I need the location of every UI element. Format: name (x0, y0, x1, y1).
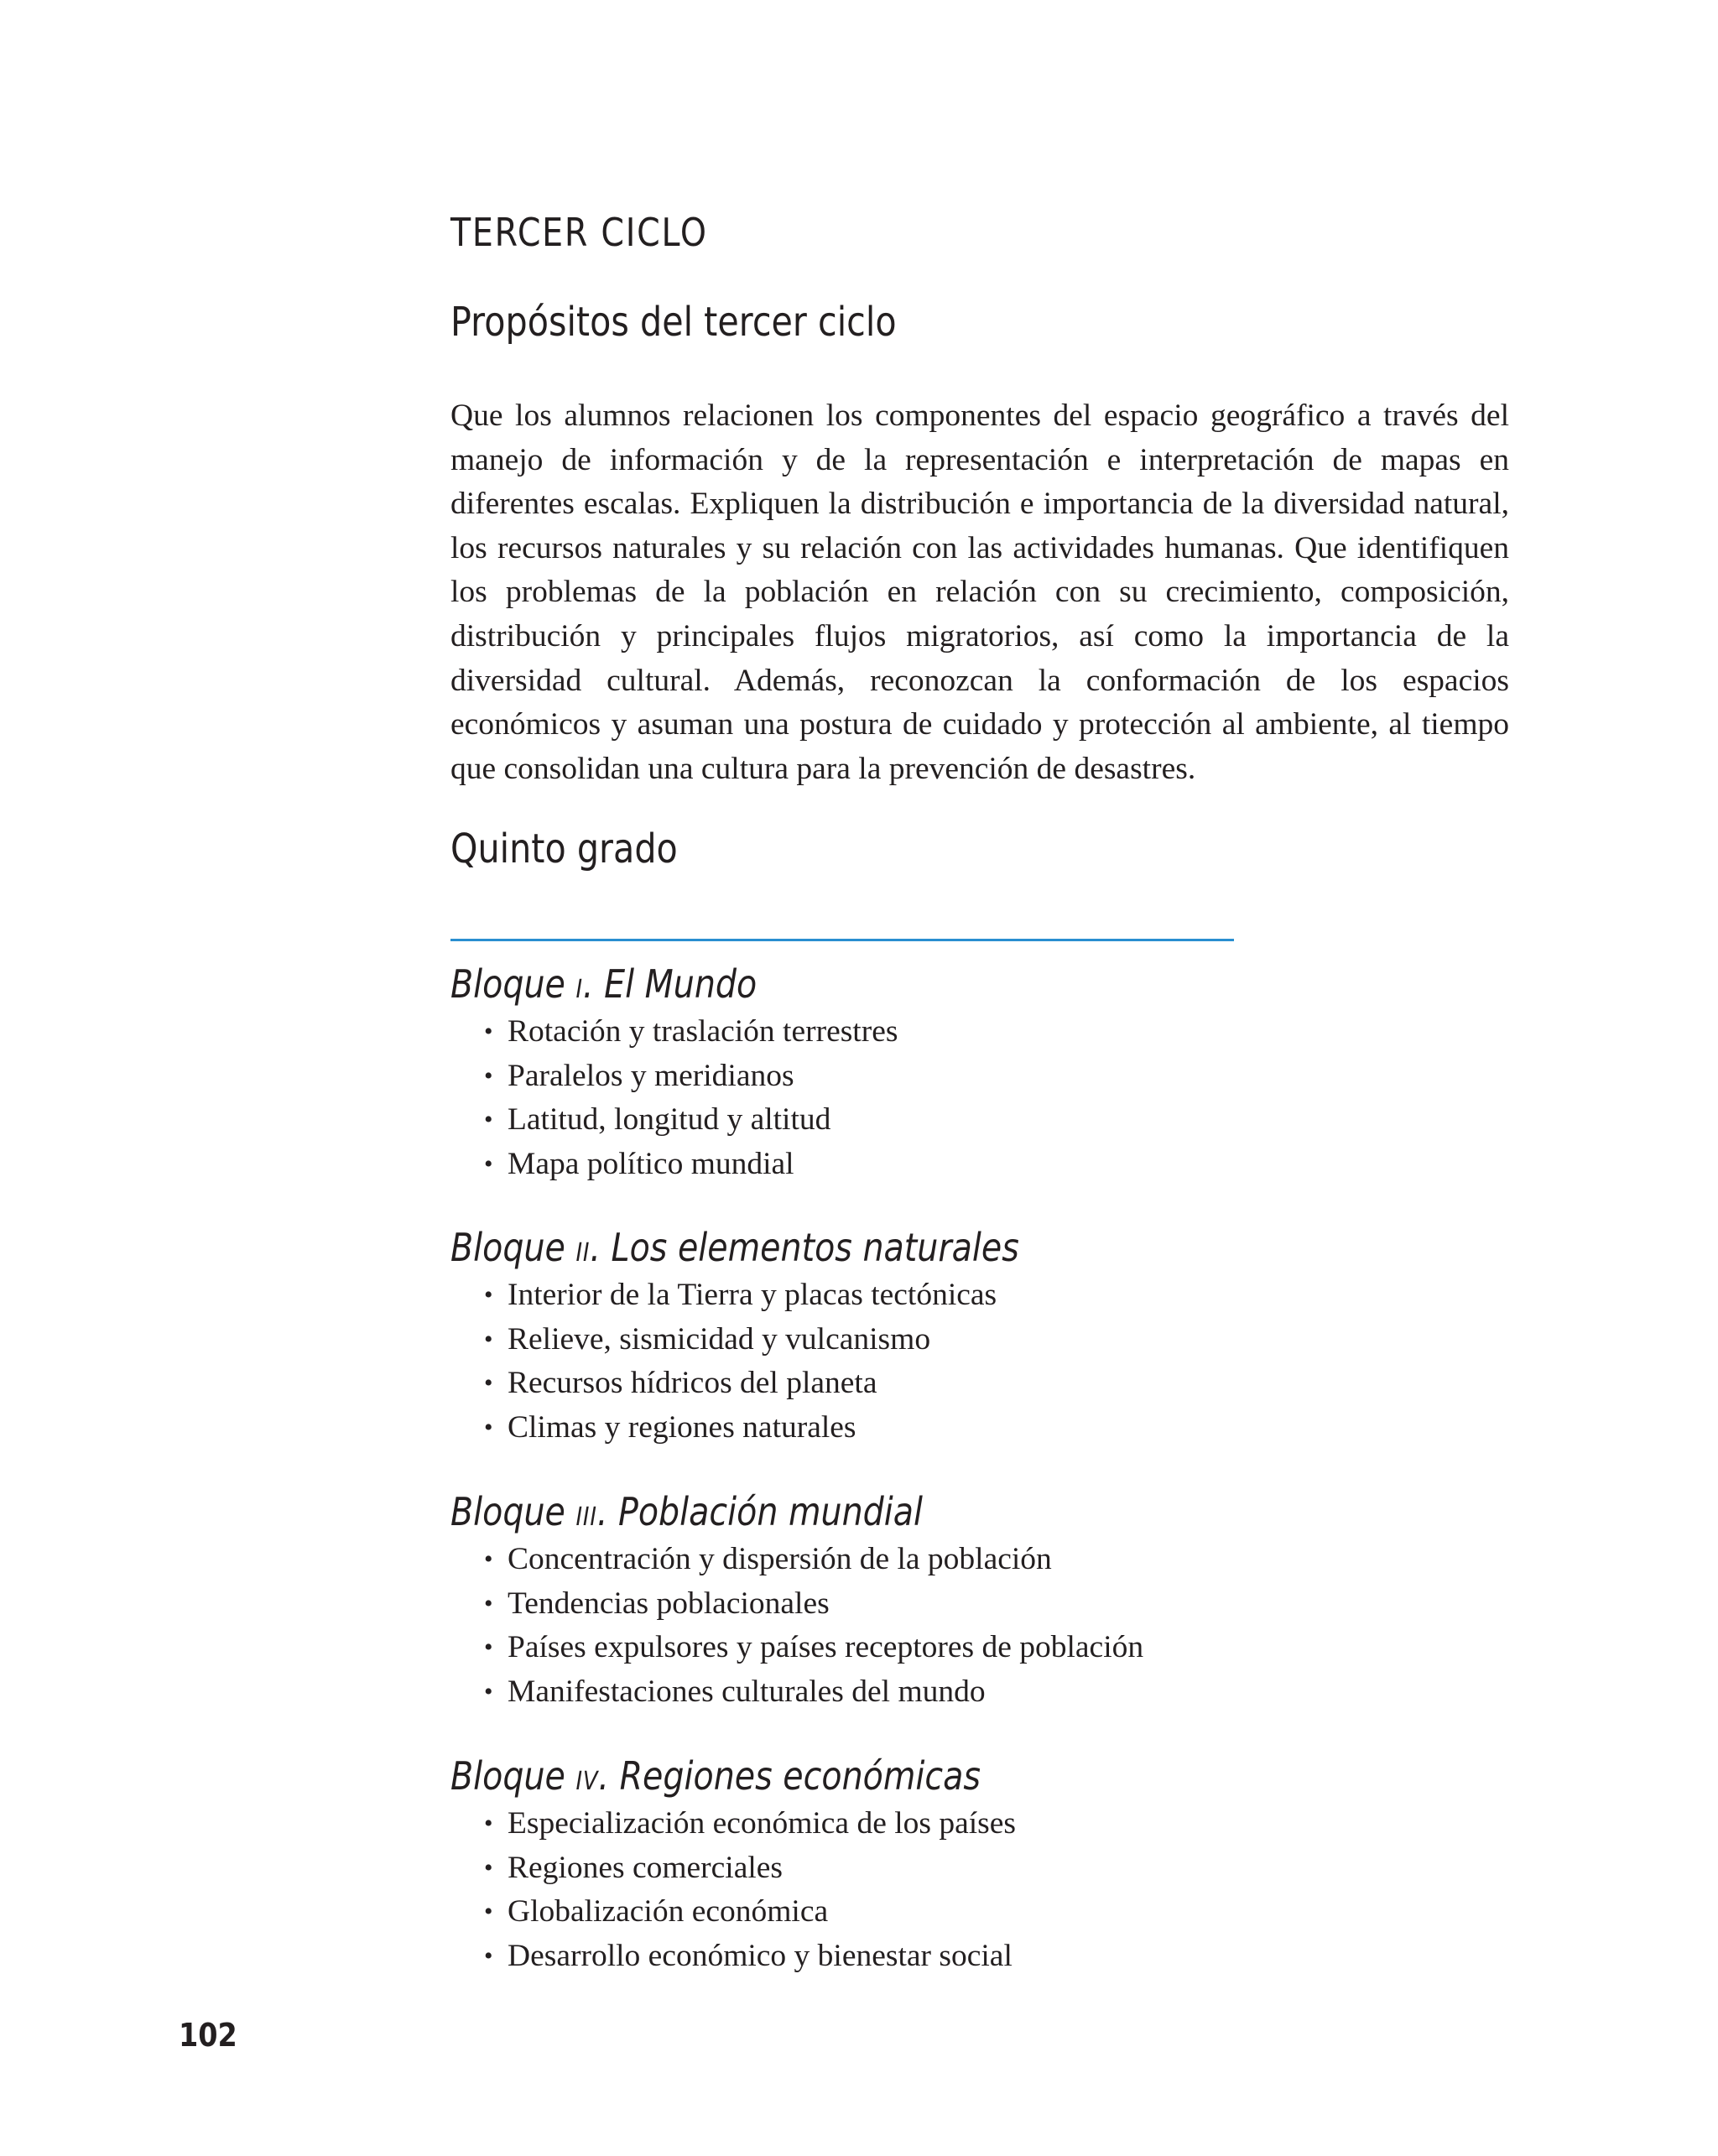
grade-heading: Quinto grado (450, 825, 678, 872)
list-item-text: Especialización económica de los países (508, 1806, 1017, 1841)
bullet-icon: • (484, 1589, 493, 1617)
bullet-icon: • (484, 1941, 493, 1970)
bullet-icon: • (484, 1677, 493, 1706)
list-item (450, 1143, 898, 1187)
list-item-text: Desarrollo económico y bienestar social (508, 1938, 1013, 1973)
list-item-text: Recursos hídricos del planeta (508, 1366, 877, 1400)
block-numeral: III (575, 1502, 597, 1532)
list-item (450, 1538, 1143, 1582)
list-item-text: Globalización económica (508, 1894, 829, 1929)
block-name: . El Mundo (582, 961, 757, 1007)
list-item-text: Mapa político mundial (508, 1146, 794, 1181)
block-name: . Los elementos naturales (590, 1225, 1019, 1270)
block-topic-list (450, 1802, 1067, 1978)
purposes-heading: Propósitos del tercer ciclo (450, 299, 897, 346)
list-item-text: Países expulsores y países receptores de población (508, 1630, 1144, 1664)
bullet-icon: • (484, 1061, 493, 1090)
list-item (450, 1626, 1143, 1670)
list-item (450, 1890, 1067, 1935)
block-label: Bloque (450, 1753, 576, 1799)
list-item (450, 1935, 1067, 1979)
bullet-icon: • (484, 1898, 493, 1925)
list-item-text: Relieve, sismicidad y vulcanismo (508, 1321, 931, 1357)
section-title: TERCER CICLO (450, 210, 708, 255)
block-topic-list (450, 1010, 898, 1186)
bullet-icon: • (484, 1018, 493, 1045)
list-item-text: Rotación y traslación terrestres (508, 1014, 898, 1049)
list-item (450, 1670, 1143, 1715)
bullet-icon: • (484, 1369, 493, 1397)
list-item-text: Regiones comerciales (508, 1850, 783, 1885)
list-item (450, 1273, 1111, 1318)
list-item (450, 1362, 1111, 1406)
block-label: Bloque (450, 1225, 576, 1270)
list-item-text: Latitud, longitud y altitud (508, 1102, 831, 1137)
list-item (450, 1010, 898, 1055)
block-numeral: IV (575, 1767, 599, 1796)
bullet-icon: • (484, 1106, 493, 1133)
block-1 (450, 961, 898, 1186)
heading-divider (450, 939, 1234, 941)
list-item-text: Interior de la Tierra y placas tectónicas (508, 1278, 997, 1312)
bullet-icon: • (484, 1149, 493, 1178)
list-item (450, 1846, 1067, 1891)
bullet-icon: • (484, 1633, 493, 1661)
block-2 (450, 1225, 1111, 1450)
bullet-icon: • (484, 1545, 493, 1573)
list-item (450, 1802, 1067, 1846)
purposes-paragraph: Que los alumnos relacionen los componentes del espacio geográfico a través del manejo de información y de la representación e interpretación de mapas en diferentes escalas. Expliquen la distribución e importancia de la diversidad natural, los recursos naturales y su relación con las actividades humanas. Que identifiquen los problemas de la población en relación con su crecimiento, composición, distribución y principales flujos migratorios, así como la importancia de la diversidad cultural. Además, reconozcan la conformación de los espacios económicos y asuman una postura de cuidado y protección al ambiente, al tiempo que consolidan una cultura para la prevención de desastres. (450, 398, 1509, 786)
list-item (450, 1055, 898, 1099)
block-name: . Regiones económicas (598, 1753, 981, 1799)
block-numeral: II (575, 1238, 591, 1268)
block-title (450, 1225, 1019, 1273)
block-title (450, 1489, 1046, 1538)
list-item (450, 1582, 1143, 1627)
block-numeral: I (575, 975, 583, 1004)
block-label: Bloque (450, 1489, 576, 1534)
block-3 (450, 1489, 1143, 1714)
block-topic-list (450, 1538, 1143, 1714)
bullet-icon: • (484, 1325, 493, 1353)
bullet-icon: • (484, 1281, 493, 1309)
block-topic-list (450, 1273, 1111, 1450)
page-number: 102 (179, 2017, 237, 2054)
list-item-text: Manifestaciones culturales del mundo (508, 1674, 986, 1709)
list-item-text: Climas y regiones naturales (508, 1409, 856, 1445)
block-label: Bloque (450, 961, 576, 1007)
list-item-text: Tendencias poblacionales (508, 1586, 830, 1621)
block-title (450, 961, 836, 1010)
list-item-text: Concentración y dispersión de la población (508, 1542, 1052, 1576)
block-title (450, 1753, 981, 1802)
block-name: . Población mundial (596, 1489, 924, 1534)
bullet-icon: • (484, 1810, 493, 1837)
bullet-icon: • (484, 1853, 493, 1882)
list-item (450, 1098, 898, 1143)
list-item (450, 1406, 1111, 1450)
bullet-icon: • (484, 1413, 493, 1441)
block-4 (450, 1753, 1067, 1978)
list-item (450, 1318, 1111, 1362)
list-item-text: Paralelos y meridianos (508, 1058, 794, 1093)
